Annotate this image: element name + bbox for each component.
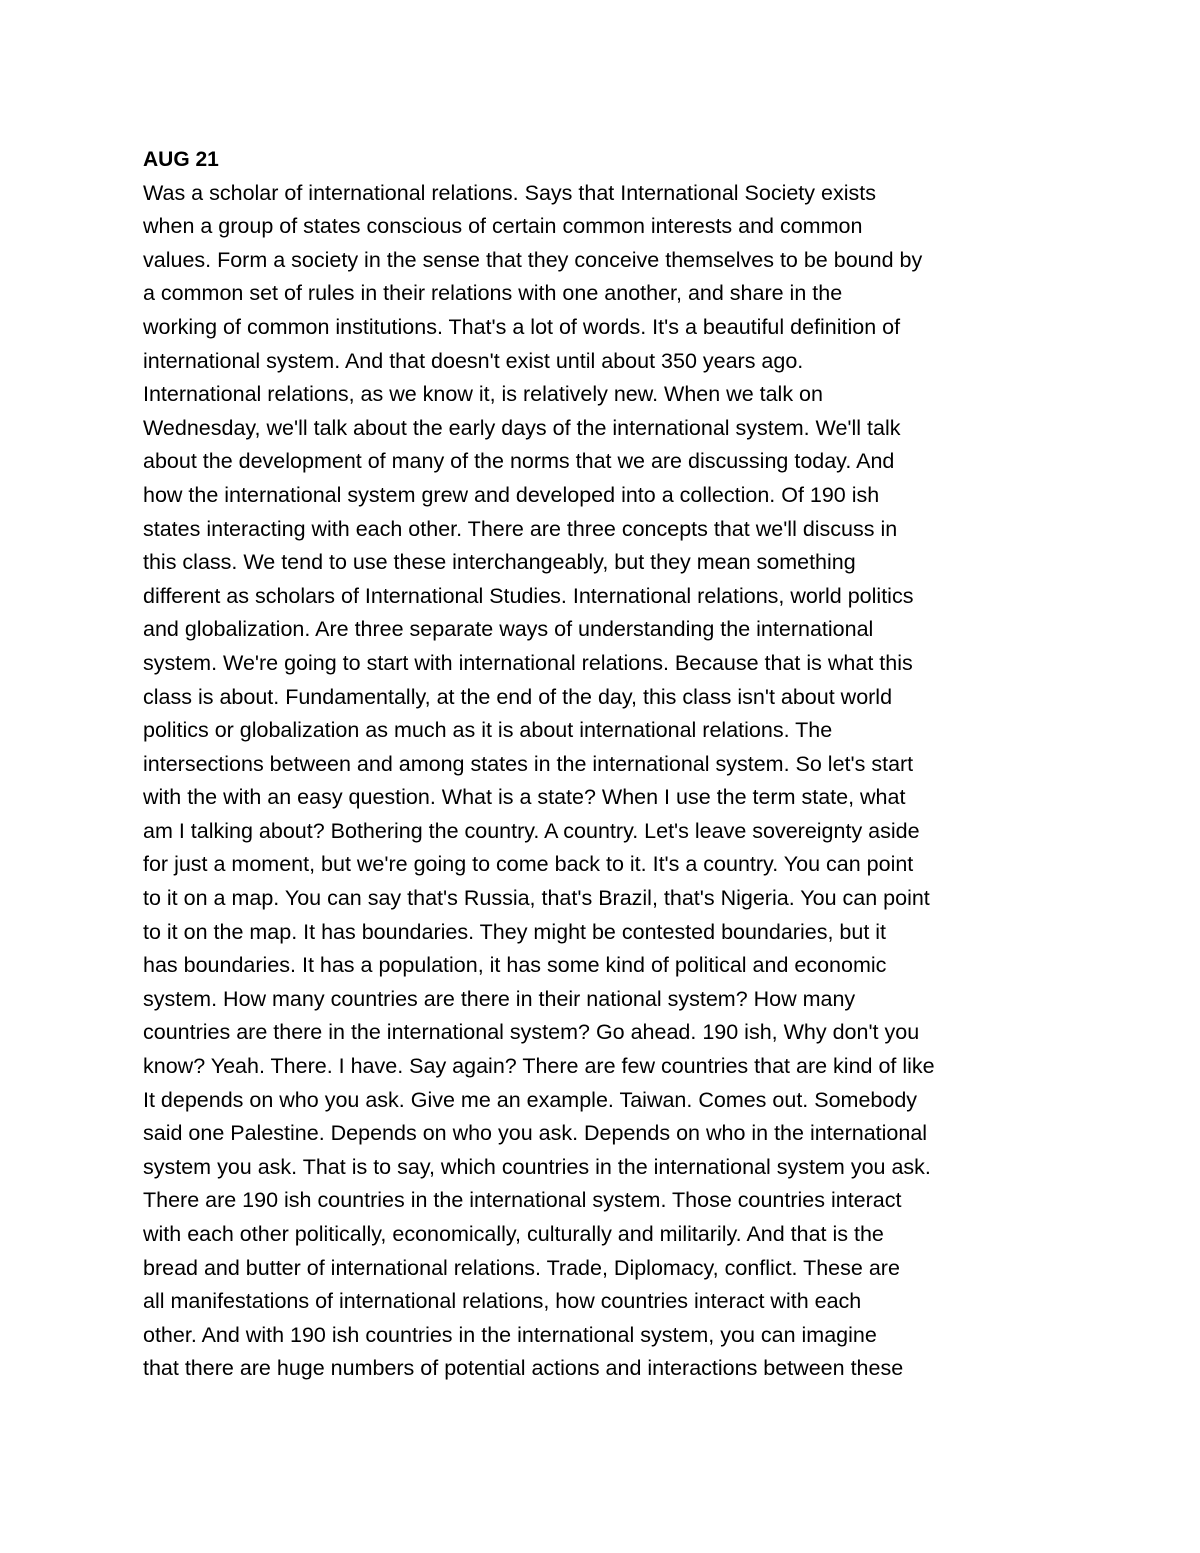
text-line: when a group of states conscious of certain common interests and common — [143, 214, 863, 239]
text-line: has boundaries. It has a population, it has some kind of political and economic — [143, 953, 887, 978]
text-line: class is about. Fundamentally, at the end of the day, this class isn't about world — [143, 684, 893, 709]
text-line: all manifestations of international relations, how countries interact with each — [143, 1289, 862, 1314]
text-line: know? Yeah. There. I have. Say again? There are few countries that are kind of like — [143, 1054, 935, 1079]
text-line: am I talking about? Bothering the country. A country. Let's leave sovereignty aside — [143, 818, 920, 843]
text-line: values. Form a society in the sense that they conceive themselves to be bound by — [143, 247, 923, 272]
text-line: International relations, as we know it, is relatively new. When we talk on — [143, 382, 823, 407]
text-line: said one Palestine. Depends on who you ask. Depends on who in the international — [143, 1121, 928, 1146]
document-heading: AUG 21 — [143, 148, 219, 171]
document-body — [143, 143, 1063, 1386]
text-line: system. We're going to start with international relations. Because that is what this — [143, 650, 913, 675]
text-line: this class. We tend to use these interchangeably, but they mean something — [143, 550, 856, 575]
text-line: a common set of rules in their relations with one another, and share in the — [143, 281, 843, 306]
text-line: countries are there in the international system? Go ahead. 190 ish, Why don't you — [143, 1020, 920, 1045]
text-line: politics or globalization as much as it is about international relations. The — [143, 718, 833, 743]
text-line: with the with an easy question. What is a state? When I use the term state, what — [143, 785, 906, 810]
text-line: system. How many countries are there in their national system? How many — [143, 986, 856, 1011]
text-line: international system. And that doesn't exist until about 350 years ago. — [143, 348, 804, 373]
text-line: with each other politically, economically, culturally and militarily. And that is the — [143, 1222, 884, 1246]
text-line: how the international system grew and developed into a collection. Of 190 ish — [143, 482, 880, 507]
text-line: Wednesday, we'll talk about the early days of the international system. We'll talk — [143, 415, 901, 440]
text-line: states interacting with each other. There are three concepts that we'll discuss in — [143, 516, 898, 541]
text-line: different as scholars of International Studies. International relations, world politics — [143, 583, 914, 608]
text-line: working of common institutions. That's a lot of words. It's a beautiful definition of — [143, 314, 901, 339]
text-line: for just a moment, but we're going to come back to it. It's a country. You can point — [143, 852, 914, 877]
paragraph — [143, 177, 1063, 1386]
text-line: system you ask. That is to say, which countries in the international system you ask. — [143, 1154, 931, 1179]
text-line: It depends on who you ask. Give me an example. Taiwan. Comes out. Somebody — [143, 1087, 918, 1112]
text-line: that there are huge numbers of potential actions and interactions between these — [143, 1356, 904, 1381]
text-line: to it on a map. You can say that's Russia, that's Brazil, that's Nigeria. You can point — [143, 886, 930, 911]
text-line: other. And with 190 ish countries in the international system, you can imagine — [143, 1322, 877, 1347]
text-line: bread and butter of international relations. Trade, Diplomacy, conflict. These are — [143, 1255, 900, 1280]
text-line: to it on the map. It has boundaries. They might be contested boundaries, but it — [143, 919, 887, 944]
text-line: and globalization. Are three separate ways of understanding the international — [143, 617, 874, 642]
text-line: intersections between and among states in the international system. So let's start — [143, 751, 914, 776]
text-line: There are 190 ish countries in the international system. Those countries interact — [143, 1188, 902, 1213]
text-line: about the development of many of the norms that we are discussing today. And — [143, 449, 895, 474]
text-line: Was a scholar of international relations. Says that International Society exists — [143, 180, 876, 205]
